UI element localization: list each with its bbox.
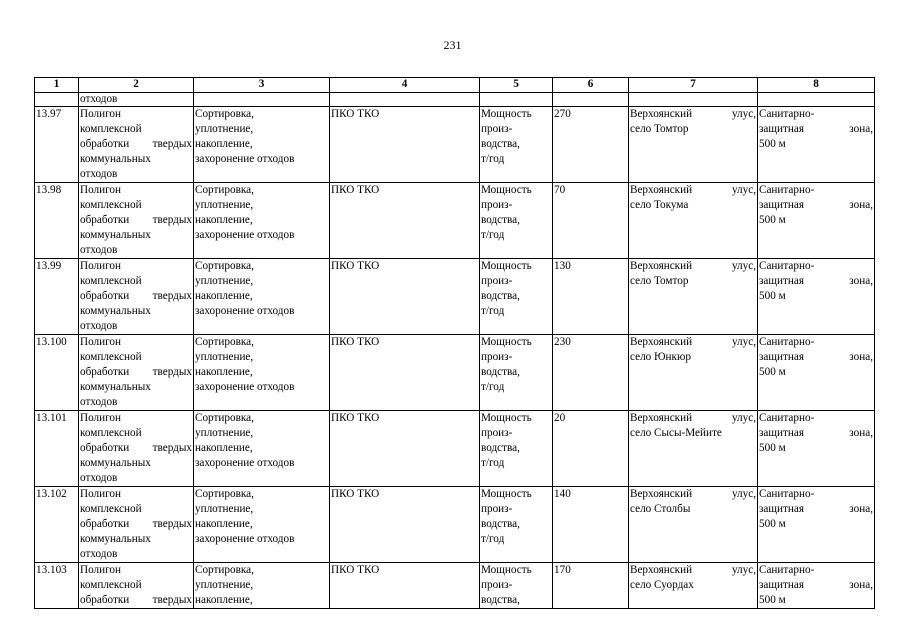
cell-line: защитная зона, <box>759 123 873 135</box>
cell-object-type: ПКО ТКО <box>330 335 480 411</box>
cell-line: накопление, <box>195 442 253 454</box>
cell-object-type: ПКО ТКО <box>330 487 480 563</box>
cell-line: Верхоянский улус, <box>630 336 756 348</box>
cell-line: т/год <box>481 153 505 165</box>
cell-line: обработки твердых <box>80 214 192 226</box>
cell-line: село Томтор <box>630 275 689 287</box>
cell-parameter <box>480 411 553 487</box>
cell-parameter <box>480 335 553 411</box>
cell-line: накопление, <box>195 594 253 606</box>
cell-line: Верхоянский улус, <box>630 108 756 120</box>
cell-line: коммунальных <box>80 457 151 469</box>
continuation-row <box>35 93 875 107</box>
cell-location <box>629 259 758 335</box>
cell-object-name <box>79 411 194 487</box>
column-header: 1 <box>35 78 79 93</box>
cell-line: 500 м <box>759 594 786 606</box>
cell-parameter <box>480 563 553 609</box>
cell-object-type: ПКО ТКО <box>330 259 480 335</box>
cell-line: Сортировка, <box>195 108 254 120</box>
cell-line: водства, <box>481 290 520 302</box>
cell-line: Санитарно- <box>759 184 815 196</box>
cell-line: произ- <box>481 123 513 135</box>
cell-object-type: ПКО ТКО <box>330 107 480 183</box>
cell-line: уплотнение, <box>195 275 254 287</box>
cell-line: защитная зона, <box>759 275 873 287</box>
cell-object-type: ПКО ТКО <box>330 183 480 259</box>
cell-line: Сортировка, <box>195 336 254 348</box>
cell-line: произ- <box>481 503 513 515</box>
column-header: 4 <box>330 78 480 93</box>
cell-location <box>629 183 758 259</box>
cell-line: Мощность <box>481 108 532 120</box>
cell-line: Мощность <box>481 412 532 424</box>
cell-line: Верхоянский улус, <box>630 260 756 272</box>
cell-name: отходов <box>79 93 194 107</box>
cell-line: уплотнение, <box>195 199 254 211</box>
cell-line: Верхоянский улус, <box>630 412 756 424</box>
cell-number: 13.101 <box>35 411 79 487</box>
cell-line: коммунальных <box>80 153 151 165</box>
cell-line: Полигон <box>80 336 121 348</box>
cell-parameter <box>480 259 553 335</box>
cell-line: Полигон <box>80 412 121 424</box>
cell-line: т/год <box>481 229 505 241</box>
cell-line: отходов <box>80 168 118 180</box>
cell-line: Сортировка, <box>195 260 254 272</box>
cell-line: накопление, <box>195 138 253 150</box>
cell-operations <box>194 335 330 411</box>
cell-location <box>629 411 758 487</box>
cell-operations <box>194 183 330 259</box>
cell-line: захоронение отходов <box>195 229 295 241</box>
cell-line: Полигон <box>80 108 121 120</box>
cell-line: Полигон <box>80 184 121 196</box>
cell-value: 170 <box>553 563 629 609</box>
cell-operations <box>194 487 330 563</box>
cell-line: водства, <box>481 214 520 226</box>
cell-zone <box>758 411 875 487</box>
cell-line: село Юнкюр <box>630 351 691 363</box>
cell-line: Сортировка, <box>195 564 254 576</box>
cell-line: 500 м <box>759 214 786 226</box>
cell-line: уплотнение, <box>195 503 254 515</box>
cell-line: обработки твердых <box>80 442 192 454</box>
cell-line: водства, <box>481 366 520 378</box>
cell-line: водства, <box>481 138 520 150</box>
cell-line: комплексной <box>80 275 142 287</box>
cell-line: комплексной <box>80 579 142 591</box>
cell-line: захоронение отходов <box>195 533 295 545</box>
table-row <box>35 107 875 183</box>
column-header: 7 <box>629 78 758 93</box>
cell-line: Сортировка, <box>195 412 254 424</box>
cell-value: 140 <box>553 487 629 563</box>
cell-object-name <box>79 563 194 609</box>
column-header: 3 <box>194 78 330 93</box>
cell-line: комплексной <box>80 199 142 211</box>
cell-line: село Токума <box>630 199 689 211</box>
cell-zone <box>758 107 875 183</box>
cell-object-name <box>79 259 194 335</box>
cell-line: Мощность <box>481 184 532 196</box>
cell-line: коммунальных <box>80 229 151 241</box>
cell-line: комплексной <box>80 427 142 439</box>
cell-operations <box>194 563 330 609</box>
cell-line: отходов <box>80 472 118 484</box>
table-row <box>35 335 875 411</box>
cell-zone <box>758 563 875 609</box>
cell-number: 13.103 <box>35 563 79 609</box>
column-header: 2 <box>79 78 194 93</box>
cell-number: 13.102 <box>35 487 79 563</box>
cell-line: защитная зона, <box>759 427 873 439</box>
data-table <box>34 77 875 609</box>
cell-object-name <box>79 183 194 259</box>
cell-line: Санитарно- <box>759 336 815 348</box>
cell-line: село Томтор <box>630 123 689 135</box>
cell-line: Санитарно- <box>759 488 815 500</box>
cell-object-name <box>79 107 194 183</box>
cell-line: захоронение отходов <box>195 305 295 317</box>
cell-zone <box>758 183 875 259</box>
cell-line: захоронение отходов <box>195 381 295 393</box>
cell-operations <box>194 107 330 183</box>
cell-line: т/год <box>481 457 505 469</box>
table-row <box>35 563 875 609</box>
header-row <box>35 78 875 93</box>
cell-line: отходов <box>80 396 118 408</box>
cell-line: отходов <box>80 244 118 256</box>
cell-line: водства, <box>481 518 520 530</box>
column-header: 8 <box>758 78 875 93</box>
cell-line: Мощность <box>481 260 532 272</box>
cell-operations <box>194 411 330 487</box>
cell-line: обработки твердых <box>80 366 192 378</box>
cell-number: 13.99 <box>35 259 79 335</box>
cell-zone <box>758 335 875 411</box>
column-header: 6 <box>553 78 629 93</box>
cell-line: село Сысы-Мейите <box>630 427 722 439</box>
cell-line: 500 м <box>759 442 786 454</box>
cell-number: 13.98 <box>35 183 79 259</box>
cell-line: т/год <box>481 381 505 393</box>
cell-line: защитная зона, <box>759 199 873 211</box>
cell-line: коммунальных <box>80 305 151 317</box>
cell-line: Мощность <box>481 336 532 348</box>
cell-line: уплотнение, <box>195 579 254 591</box>
cell-parameter <box>480 183 553 259</box>
cell-line: накопление, <box>195 290 253 302</box>
cell-location <box>629 335 758 411</box>
cell-parameter <box>480 487 553 563</box>
cell-line: Верхоянский улус, <box>630 488 756 500</box>
cell-parameter <box>480 107 553 183</box>
cell-line: 500 м <box>759 518 786 530</box>
cell-line: уплотнение, <box>195 123 254 135</box>
cell-line: накопление, <box>195 518 253 530</box>
cell-line: произ- <box>481 275 513 287</box>
cell-line: комплексной <box>80 123 142 135</box>
cell-line: Полигон <box>80 488 121 500</box>
cell-line: комплексной <box>80 351 142 363</box>
cell-line: Мощность <box>481 564 532 576</box>
cell-line: произ- <box>481 351 513 363</box>
cell-object-name <box>79 335 194 411</box>
cell-line: защитная зона, <box>759 503 873 515</box>
cell-line: отходов <box>80 548 118 560</box>
cell-operations <box>194 259 330 335</box>
cell-line: обработки твердых <box>80 594 192 606</box>
cell-line: накопление, <box>195 366 253 378</box>
cell-location <box>629 107 758 183</box>
cell-line: обработки твердых <box>80 138 192 150</box>
cell-line: накопление, <box>195 214 253 226</box>
cell-line: произ- <box>481 199 513 211</box>
cell-line: 500 м <box>759 366 786 378</box>
cell-line: произ- <box>481 579 513 591</box>
cell-line: село Столбы <box>630 503 691 515</box>
cell-line: комплексной <box>80 503 142 515</box>
cell-line: коммунальных <box>80 381 151 393</box>
cell-line: т/год <box>481 305 505 317</box>
cell-zone <box>758 259 875 335</box>
cell-line: захоронение отходов <box>195 457 295 469</box>
table-row <box>35 183 875 259</box>
cell-line: Санитарно- <box>759 260 815 272</box>
cell-line: захоронение отходов <box>195 153 295 165</box>
column-header: 5 <box>480 78 553 93</box>
cell-line: уплотнение, <box>195 427 254 439</box>
cell-line: т/год <box>481 533 505 545</box>
cell-line: 500 м <box>759 138 786 150</box>
cell-number: 13.100 <box>35 335 79 411</box>
cell-line: обработки твердых <box>80 518 192 530</box>
cell-line: Сортировка, <box>195 184 254 196</box>
cell-number: 13.97 <box>35 107 79 183</box>
cell-value: 20 <box>553 411 629 487</box>
cell-value: 230 <box>553 335 629 411</box>
table-row <box>35 487 875 563</box>
cell-line: Верхоянский улус, <box>630 564 756 576</box>
cell-line: Сортировка, <box>195 488 254 500</box>
cell-line: Санитарно- <box>759 564 815 576</box>
cell-line: 500 м <box>759 290 786 302</box>
cell-value: 70 <box>553 183 629 259</box>
cell-line: Верхоянский улус, <box>630 184 756 196</box>
table-row <box>35 259 875 335</box>
cell-line: Мощность <box>481 488 532 500</box>
cell-line: водства, <box>481 442 520 454</box>
cell-line: отходов <box>80 320 118 332</box>
cell-zone <box>758 487 875 563</box>
cell-object-name <box>79 487 194 563</box>
cell-line: село Суордах <box>630 579 694 591</box>
cell-line: водства, <box>481 594 520 606</box>
cell-line: уплотнение, <box>195 351 254 363</box>
cell-line: обработки твердых <box>80 290 192 302</box>
cell-line: Полигон <box>80 260 121 272</box>
cell-line: защитная зона, <box>759 351 873 363</box>
cell-value: 130 <box>553 259 629 335</box>
cell-object-type: ПКО ТКО <box>330 563 480 609</box>
cell-line: Санитарно- <box>759 108 815 120</box>
cell-line: произ- <box>481 427 513 439</box>
cell-line: Полигон <box>80 564 121 576</box>
table-row <box>35 411 875 487</box>
page-number: 231 <box>443 38 462 52</box>
cell-line: коммунальных <box>80 533 151 545</box>
cell-object-type: ПКО ТКО <box>330 411 480 487</box>
cell-location <box>629 563 758 609</box>
cell-value: 270 <box>553 107 629 183</box>
cell-line: Санитарно- <box>759 412 815 424</box>
cell-line: защитная зона, <box>759 579 873 591</box>
cell-location <box>629 487 758 563</box>
